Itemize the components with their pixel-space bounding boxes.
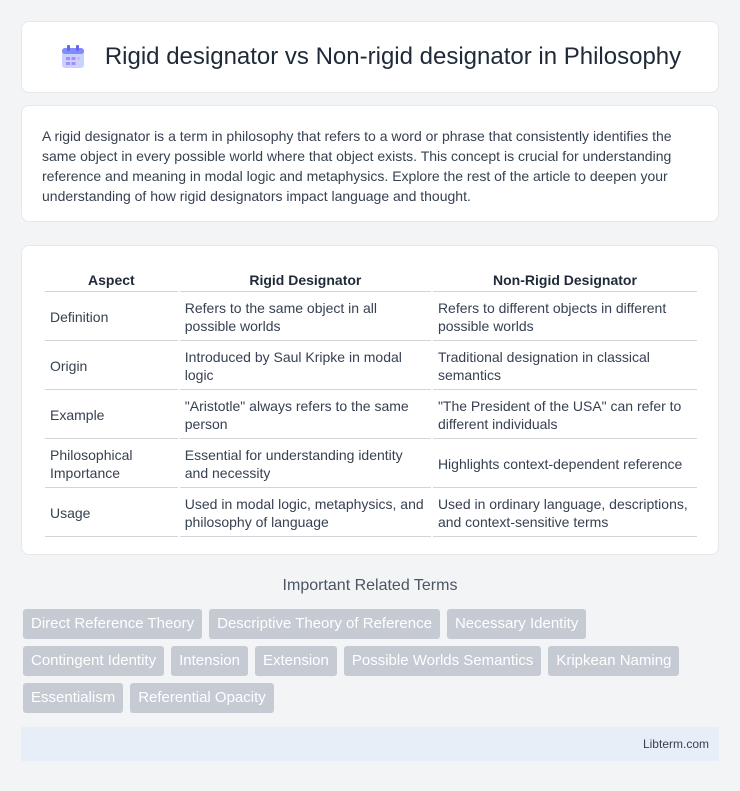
intro-paragraph: A rigid designator is a term in philosophy that refers to a word or phrase that consistently identifies the same object in every possible world where that object exists. This concept is crucial for understanding reference and meaning in modal logic and metaphysics. Explore the rest of the article to deepen your understanding of how rigid designators impact language and thought. (42, 128, 672, 204)
table-cell: Refers to different objects in different possible worlds (433, 294, 697, 341)
table-cell: Refers to the same object in all possible worlds (180, 294, 431, 341)
table-header-row (45, 268, 697, 292)
table-row (45, 343, 697, 390)
column-header: Aspect (45, 268, 178, 292)
table-row (45, 392, 697, 439)
related-term-tag[interactable]: Possible Worlds Semantics (344, 646, 541, 676)
table-cell: Origin (45, 343, 178, 390)
header-card (21, 21, 719, 93)
comparison-table (43, 266, 699, 539)
related-term-tag[interactable]: Essentialism (23, 683, 123, 713)
calendar-icon (59, 43, 87, 71)
related-term-tag[interactable]: Descriptive Theory of Reference (209, 609, 440, 639)
table-cell: "The President of the USA" can refer to different individuals (433, 392, 697, 439)
table-cell: Definition (45, 294, 178, 341)
column-header: Rigid Designator (180, 268, 431, 292)
footer-site-link[interactable]: Libterm.com (642, 737, 709, 751)
footer (21, 727, 719, 761)
table-cell: Philosophical Importance (45, 441, 178, 488)
table-cell: Traditional designation in classical semantics (433, 343, 697, 390)
related-terms-title: Important Related Terms (282, 577, 458, 594)
related-term-tag[interactable]: Kripkean Naming (548, 646, 679, 676)
comparison-table-card (21, 245, 719, 555)
table-cell: Used in ordinary language, descriptions, and context-sensitive terms (433, 490, 697, 537)
column-header: Non-Rigid Designator (433, 268, 697, 292)
table-cell: "Aristotle" always refers to the same person (180, 392, 431, 439)
table-cell: Used in modal logic, metaphysics, and philosophy of language (180, 490, 431, 537)
related-term-tag[interactable]: Intension (171, 646, 248, 676)
table-cell: Essential for understanding identity and necessity (180, 441, 431, 488)
table-row (45, 441, 697, 488)
table-cell: Usage (45, 490, 178, 537)
table-row (45, 294, 697, 341)
page-title: Rigid designator vs Non-rigid designator in Philosophy (104, 43, 682, 70)
table-cell: Introduced by Saul Kripke in modal logic (180, 343, 431, 390)
related-term-tag[interactable]: Referential Opacity (130, 683, 274, 713)
related-terms-list (23, 609, 723, 713)
table-cell: Example (45, 392, 178, 439)
table-cell: Highlights context-dependent reference (433, 441, 697, 488)
related-term-tag[interactable]: Direct Reference Theory (23, 609, 202, 639)
related-term-tag[interactable]: Extension (255, 646, 337, 676)
related-term-tag[interactable]: Contingent Identity (23, 646, 164, 676)
intro-card (21, 105, 719, 222)
related-term-tag[interactable]: Necessary Identity (447, 609, 586, 639)
table-row (45, 490, 697, 537)
